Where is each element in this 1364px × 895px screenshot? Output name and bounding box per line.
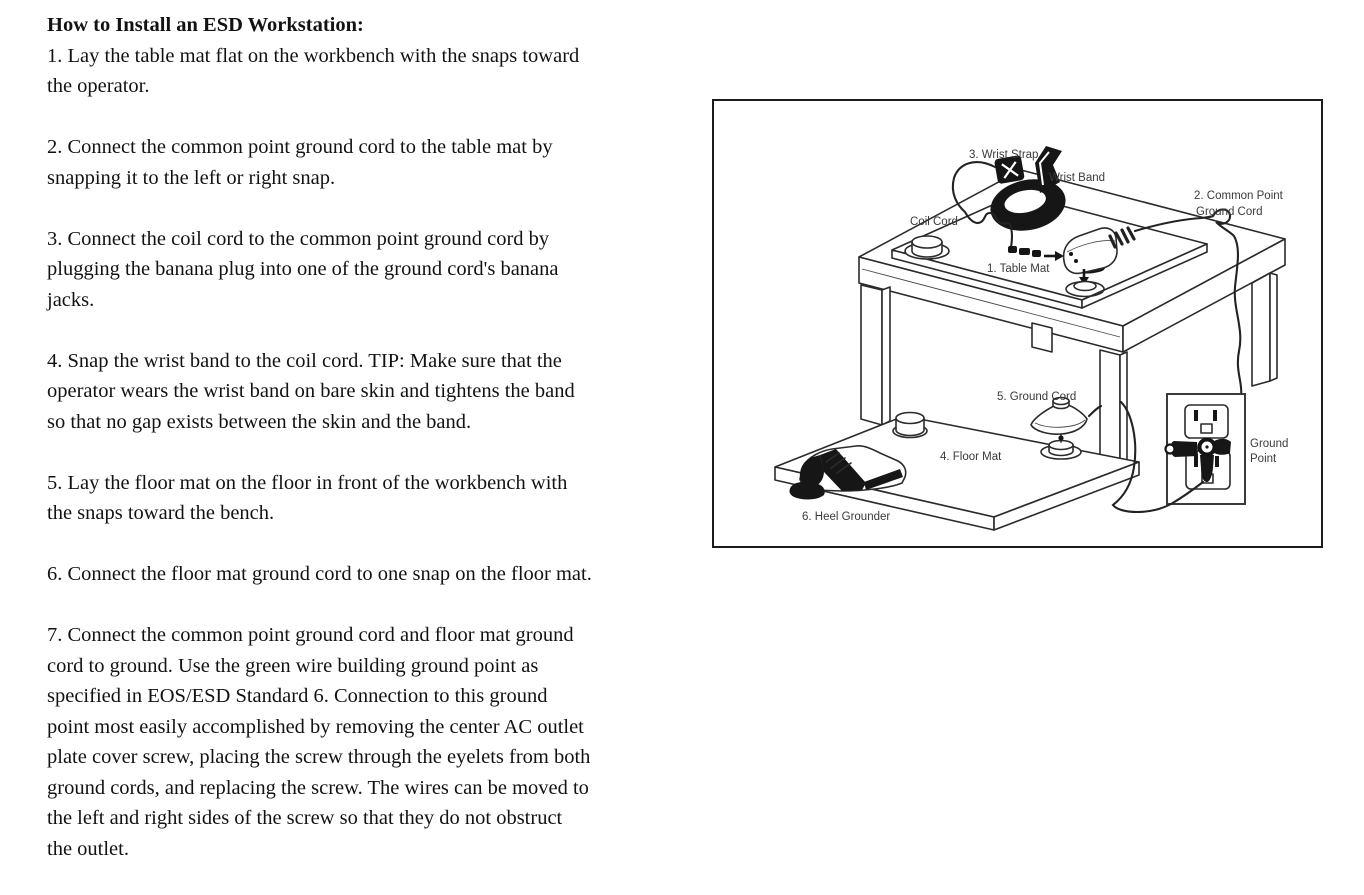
instruction-step-4 [47, 346, 695, 438]
step-line: the outlet. [47, 837, 129, 860]
step-line: 3. Connect the coil cord to the common point ground cord by [47, 227, 550, 250]
step-line: jacks. [47, 288, 95, 311]
label-common-point-1: 2. Common Point [1194, 190, 1283, 202]
step-line: so that no gap exists between the skin and the band. [47, 410, 472, 433]
label-heel-grounder: 6. Heel Grounder [802, 511, 891, 523]
step-line: plate cover screw, placing the screw through the eyelets from both [47, 746, 591, 768]
step-line: specified in EOS/ESD Standard 6. Connection to this ground [47, 685, 548, 707]
step-line: cord to ground. Use the green wire building ground point as [47, 654, 539, 677]
step-line: the snaps toward the bench. [47, 502, 275, 524]
step-line: plugging the banana plug into one of the ground cord's banana [47, 258, 559, 280]
instruction-step-3 [47, 224, 695, 316]
step-line: snapping it to the left or right snap. [47, 166, 336, 189]
step-line: 2. Connect the common point ground cord to the table mat by [47, 136, 553, 158]
step-line: the left and right sides of the screw so that they do not obstruct [47, 807, 563, 829]
step-line: 6. Connect the floor mat ground cord to one snap on the floor mat. [47, 563, 592, 585]
floor-mat-back-snap [893, 413, 927, 438]
step-line: the operator. [47, 75, 150, 97]
step-line: 7. Connect the common point ground cord and floor mat ground [47, 624, 574, 646]
instruction-step-5 [47, 468, 695, 529]
instructions-text [47, 10, 695, 895]
label-common-point-2: Ground Cord [1196, 206, 1263, 218]
label-wrist-band: Wrist Band [1049, 172, 1106, 184]
step-line: ground cords, and replacing the screw. The wires can be moved to [47, 776, 589, 799]
step-line: 5. Lay the floor mat on the floor in front of the workbench with [47, 471, 568, 494]
diagram-drawing [714, 101, 1321, 546]
label-ground-point-2: Point [1250, 453, 1277, 465]
label-floor-mat: 4. Floor Mat [940, 451, 1002, 463]
step-line: 4. Snap the wrist band to the coil cord. TIP: Make sure that the [47, 349, 562, 372]
instruction-step-7 [47, 620, 695, 864]
instruction-step-2 [47, 132, 695, 193]
instruction-step-6 [47, 559, 695, 590]
label-ground-cord: 5. Ground Cord [997, 391, 1077, 403]
label-table-mat: 1. Table Mat [987, 263, 1050, 275]
banana-plug [1008, 246, 1017, 253]
esd-workstation-diagram [712, 99, 1323, 548]
instruction-step-1 [47, 41, 695, 102]
instructions-title: How to Install an ESD Workstation: [47, 14, 364, 36]
banana-jack [1074, 259, 1078, 263]
banana-jack [1069, 252, 1073, 256]
step-line: point most easily accomplished by removing the center AC outlet [47, 715, 584, 738]
step-line: 1. Lay the table mat flat on the workbench with the snaps toward [47, 44, 580, 67]
label-wrist-strap: 3. Wrist Strap [969, 149, 1039, 161]
label-ground-point-1: Ground [1250, 438, 1289, 450]
step-line: operator wears the wrist band on bare skin and tightens the band [47, 380, 575, 402]
label-coil-cord: Coil Cord [910, 216, 958, 228]
